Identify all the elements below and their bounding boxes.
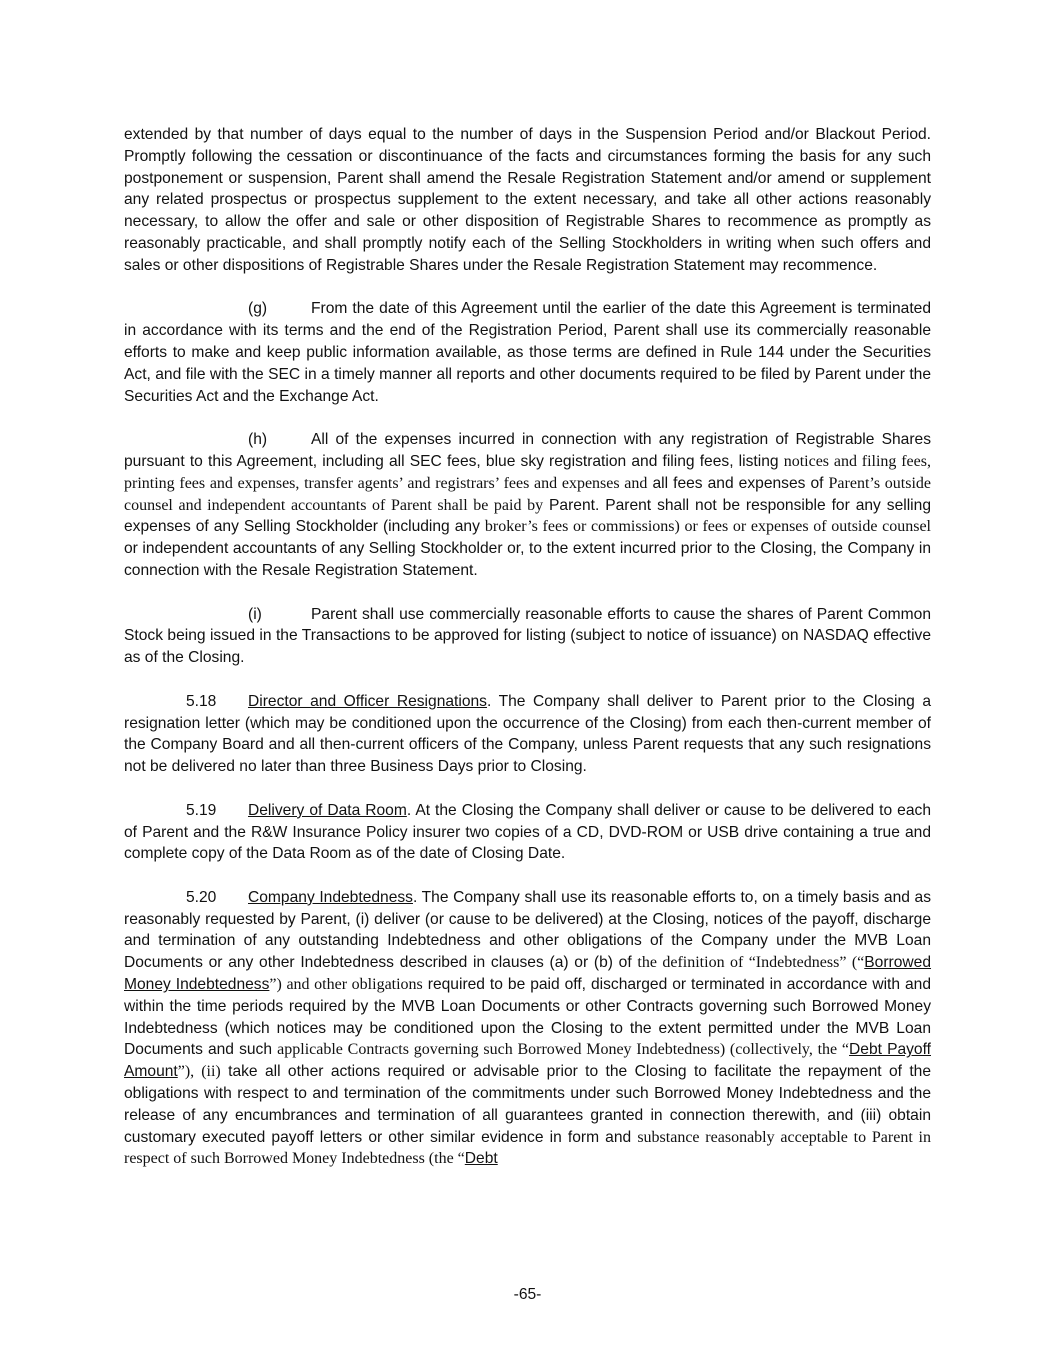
clause-h-text-3: all fees and expenses of xyxy=(652,474,824,492)
clause-g-label: (g) xyxy=(248,300,268,318)
document-body xyxy=(124,124,931,1192)
defined-term-debt-payoff-amount: Debt Payoff Amount xyxy=(124,1041,931,1081)
clause-i-paragraph xyxy=(124,604,931,669)
clause-i-text: Parent shall use commercially reasonable efforts to cause the shares of Parent Common Stock being issued in the Transactions to be approved for listing (subject to notice of issuance) on NASDAQ effective as of the Closing. xyxy=(124,605,931,667)
section-5-20-number: 5.20 xyxy=(186,888,217,906)
section-5-20-heading: Company Indebtedness xyxy=(248,888,413,906)
section-5-20-paragraph: 5.20 Company Indebtedness. The Company shall use its reasonable efforts to, on a timely basis and as reasonably requested by Parent, (i) deliver (or cause to be delivered) at the Closing, notices of the payoff, discharge and termination of any outstanding Indebtedness and other obligations of the Company under the MVB Loan Documents or any other Indebtedness described in clauses (a) or (b) of the definition of “Indebtedness” (“Borrowed Money Indebtedness”) and other obligations required to be paid off, discharged or terminated in accordance with and within the time periods required by the MVB Loan Documents or other Contracts governing such Borrowed Money Indebtedness (which notices may be conditioned upon the Closing to the extent permitted under the MVB Loan Documents and such applicable Contracts governing such Borrowed Money Indebtedness) (collectively, the “Debt Payoff Amount”), (ii) take all other actions required or advisable prior to the Closing to facilitate the repayment of the obligations with respect to and termination of the commitments under such Borrowed Money Indebtedness and the release of any encumbrances and termination of all guarantees granted in connection therewith, and (iii) obtain customary executed payoff letters or other similar evidence in form and substance reasonably acceptable to Parent in respect of such Borrowed Money Indebtedness (the “Debt xyxy=(124,888,932,1168)
clause-h-label: (h) xyxy=(248,431,268,449)
section-5-18-paragraph: 5.18 Director and Officer Resignations. The Company shall deliver to Parent prior to the Closing a resignation letter (which may be conditioned upon the occurrence of the Closing) from each then-current member of the Company Board and all then-current officers of the Company, unless Parent requests that any such resignations not be delivered no later than three Business Days prior to Closing. xyxy=(124,692,931,776)
section-5-19-text: At the Closing the Company shall deliver or cause to be delivered to each of Parent and the R&W Insurance Policy insurer two copies of a CD, DVD-ROM or USB drive containing a true and complete copy of the Data Room as of the date of Closing Date. xyxy=(124,801,931,863)
clause-h-text-2: notices and filing fees, printing fees and expenses, transfer agents’ and registrars’ fees and expenses and xyxy=(124,452,931,492)
section-5-20-text-4: required to be paid off, discharged or terminated in accordance with and within the time periods required by the MVB Loan Documents or other Contracts governing such Borrowed Money Indebtedness (which notices may be conditioned upon the Closing to the extent permitted under the MVB Loan Documents and such xyxy=(124,976,932,1059)
clause-i-label: (i) xyxy=(248,605,262,623)
section-5-19-heading: Delivery of Data Room xyxy=(248,801,407,819)
clause-h-text-1: All of the expenses incurred in connection with any registration of Registrable Shares pursuant to this Agreement, including all SEC fees, blue sky registration and filing fees, listing xyxy=(124,431,931,470)
section-5-20-text-3: ”) and other obligations xyxy=(269,976,423,994)
clause-h-paragraph xyxy=(124,429,931,582)
clause-h-text-5: Parent. Parent shall not be responsible for any selling expenses of any Selling Stockholder (including any xyxy=(124,496,931,536)
section-5-20-text-5: applicable Contracts governing such Borrowed Money Indebtedness) (collectively, the “ xyxy=(277,1041,850,1059)
clause-g-paragraph xyxy=(124,298,931,407)
section-5-20-text-6: ”), (ii) xyxy=(177,1063,221,1081)
defined-term-debt: Debt xyxy=(464,1150,498,1168)
section-5-20-text-8: substance reasonably acceptable to Parent in respect of such Borrowed Money Indebtedness (the “ xyxy=(124,1128,931,1168)
section-5-20-text-1: The Company shall use its reasonable efforts to, on a timely basis and as reasonably requested by Parent, (i) deliver (or cause to be delivered) at the Closing, notices of the payoff, discharge and termination of any outstanding Indebtedness and other obligations of the Company under the MVB Loan Documents or any other Indebtedness described in clauses (a) or (b) of xyxy=(124,888,931,972)
clause-h-text-6: broker’s fees or commissions) or fees or expenses of outside counsel xyxy=(484,518,932,536)
clause-h-text-4: Parent’s outside counsel and independent accountants of Parent shall be paid by xyxy=(124,474,932,514)
clause-g-text: From the date of this Agreement until the earlier of the date this Agreement is terminated in accordance with its terms and the end of the Registration Period, Parent shall use its commercially reasonable efforts to make and keep public information available, as those terms are defined in Rule 144 under the Securities Act, and file with the SEC in a timely manner all reports and other documents required to be filed by Parent under the Securities Act and the Exchange Act. xyxy=(124,300,931,405)
clause-h-text-7: or independent accountants of any Selling Stockholder or, to the extent incurred prior to the Closing, the Company in connection with the Resale Registration Statement. xyxy=(124,540,931,579)
section-5-20-text-7: take all other actions required or advisable prior to the Closing to facilitate the repayment of the obligations with respect to and termination of the commitments under such Borrowed Money Indebtedness and the release of any encumbrances and termination of all guarantees granted in connection therewith, and (iii) obtain customary executed payoff letters or other similar evidence in form and xyxy=(124,1063,931,1146)
continuation-text: extended by that number of days equal to the number of days in the Suspension Period and/or Blackout Period. Promptly following the cessation or discontinuance of the facts and circumstances forming the basis for any such postponement or suspension, Parent shall amend the Resale Registration Statement and/or amend or supplement any related prospectus or prospectus supplement to the extent necessary, and take all other actions reasonably necessary, to allow the offer and sale or other disposition of Registrable Shares to recommence as promptly as reasonably practicable, and shall promptly notify each of the Selling Stockholders in writing when such offers and sales or other dispositions of Registrable Shares under the Resale Registration Statement may recommence. xyxy=(124,126,931,274)
continuation-paragraph xyxy=(124,124,931,277)
section-5-18-heading: Director and Officer Resignations xyxy=(248,692,487,710)
section-5-18-number: 5.18 xyxy=(186,692,217,710)
section-5-19-number: 5.19 xyxy=(186,801,217,819)
section-5-18-text: The Company shall deliver to Parent prior to the Closing a resignation letter (which may be conditioned upon the occurrence of the Closing) from each then-current member of the Company Board and all then-current officers of the Company, unless Parent requests that any such resignations not be delivered no later than three Business Days prior to Closing. xyxy=(124,692,931,776)
section-5-19-paragraph: 5.19 Delivery of Data Room. At the Closing the Company shall deliver or cause to be delivered to each of Parent and the R&W Insurance Policy insurer two copies of a CD, DVD-ROM or USB drive containing a true and complete copy of the Data Room as of the date of Closing Date. xyxy=(124,801,931,863)
page-number: -65- xyxy=(513,1286,542,1303)
section-5-20-text-2: the definition of “Indebtedness” (“ xyxy=(637,954,865,972)
defined-term-borrowed-money-indebtedness: Borrowed Money Indebtedness xyxy=(124,954,932,994)
